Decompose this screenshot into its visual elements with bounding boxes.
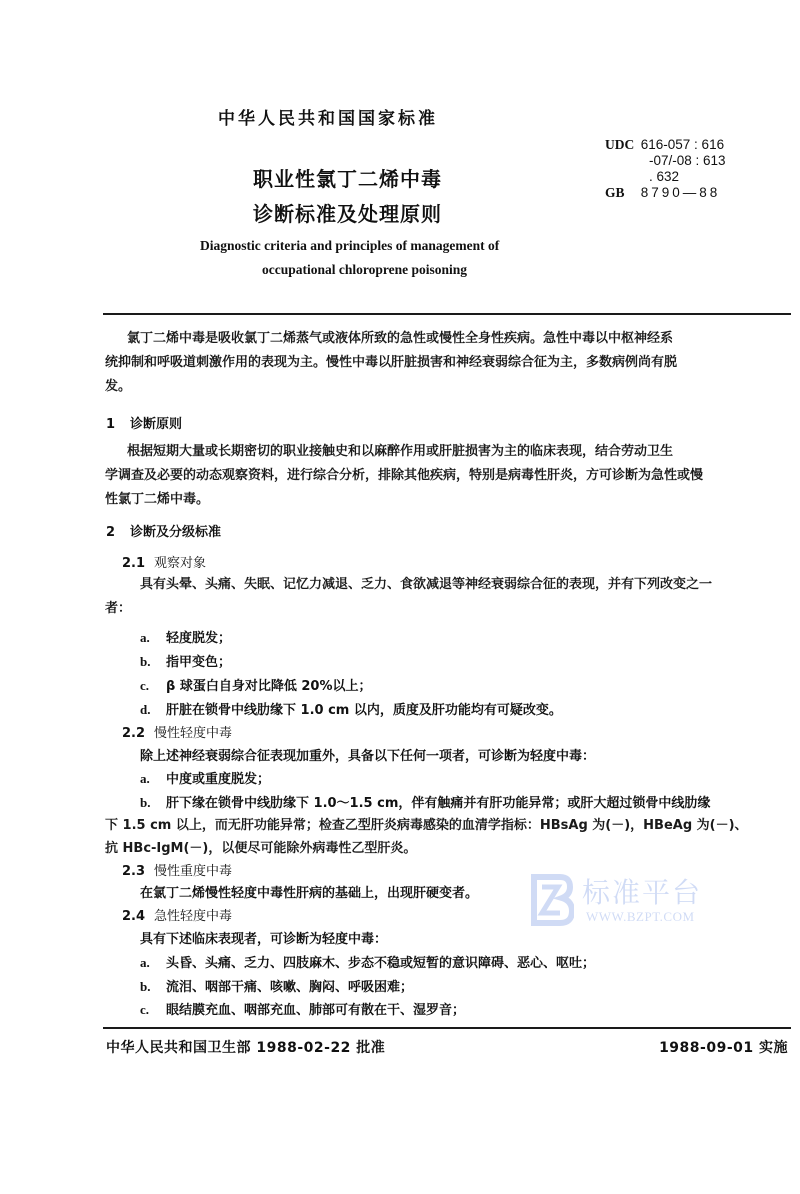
standard-type-heading: 中华人民共和国国家标准 [218, 109, 438, 129]
item-text: 中度或重度脱发； [166, 772, 271, 787]
intro-line: 统抑制和呼吸道刺激作用的表现为主。慢性中毒以肝脏损害和神经衰弱综合征为主，多数病例尚有脱 [105, 355, 678, 370]
subsection-2-4-heading [122, 905, 232, 924]
section-1-heading [106, 413, 182, 432]
paragraph-line: 根据短期大量或长期密切的职业接触史和以麻醉作用或肝脏损害为主的临床表现，结合劳动卫生 [127, 444, 674, 459]
item-text: 眼结膜充血、咽部充血、肺部可有散在干、湿罗音； [166, 1003, 466, 1018]
item-marker: a. [140, 771, 150, 786]
item-text: 头昏、头痛、乏力、四肢麻木、步态不稳或短暂的意识障碍、恶心、呕吐； [166, 956, 596, 971]
list-item-continuation: 下 1.5 cm 以上，而无肝功能异常；检查乙型肝炎病毒感染的血清学指标：HBsAg 为(－)，HBeAg 为(－)、 [105, 818, 748, 833]
item-marker: b. [140, 795, 151, 810]
list-item [140, 792, 710, 811]
subsection-2-3-heading [122, 860, 232, 879]
bz-logo-icon [530, 873, 574, 927]
section-number: 2 [106, 525, 116, 540]
section-2-heading [106, 521, 221, 540]
subsection-title: 急性轻度中毒 [154, 909, 233, 924]
udc-code-line2: -07/-08 : 613 [649, 153, 726, 168]
item-text: 轻度脱发； [166, 631, 232, 646]
watermark [530, 873, 750, 933]
item-marker: a. [140, 630, 150, 645]
item-text: β 球蛋白自身对比降低 20%以上； [166, 679, 372, 694]
approval-statement: 中华人民共和国卫生部 1988-02-22 批准 [106, 1040, 386, 1056]
list-item [140, 675, 371, 694]
subsection-2-4-intro: 具有下述临床表现者，可诊断为轻度中毒： [140, 932, 388, 947]
gb-label: GB [605, 185, 625, 200]
section-title: 诊断及分级标准 [130, 525, 222, 540]
udc-code-line3: . 632 [649, 169, 680, 184]
item-marker: b. [140, 654, 151, 669]
item-text: 指甲变色； [166, 655, 232, 670]
english-title-line2: occupational chloroprene poisoning [262, 262, 468, 277]
intro-line: 发。 [105, 379, 132, 394]
item-marker: b. [140, 979, 151, 994]
subsection-2-3-text: 在氯丁二烯慢性轻度中毒性肝病的基础上，出现肝硬变者。 [140, 886, 479, 901]
document-title-line2: 诊断标准及处理原则 [253, 202, 442, 226]
intro-line: 氯丁二烯中毒是吸收氯丁二烯蒸气或液体所致的急性或慢性全身性疾病。急性中毒以中枢神经系 [127, 331, 674, 346]
effective-date: 1988-09-01 实施 [659, 1040, 788, 1056]
list-item [140, 699, 562, 718]
english-title-line1: Diagnostic criteria and principles of management of [200, 238, 500, 253]
watermark-url: WWW.BZPT.COM [586, 909, 695, 924]
list-item [140, 952, 595, 971]
list-item [140, 768, 270, 787]
document-title-line1: 职业性氯丁二烯中毒 [253, 167, 442, 191]
classification-block [605, 137, 726, 201]
subsection-title: 观察对象 [154, 556, 207, 571]
subsection-2-2-intro: 除上述神经衰弱综合征表现加重外，具备以下任何一项者，可诊断为轻度中毒： [140, 749, 596, 764]
item-text: 肝下缘在锁骨中线肋缘下 1.0～1.5 cm，伴有触痛并有肝功能异常；或肝大超过锁骨中线肋缘 [166, 796, 711, 811]
paragraph-line: 者： [105, 601, 132, 616]
item-text: 肝脏在锁骨中线肋缘下 1.0 cm 以内，质度及肝功能均有可疑改变。 [166, 703, 562, 718]
item-marker: d. [140, 702, 151, 717]
list-item [140, 976, 413, 995]
subsection-title: 慢性重度中毒 [154, 864, 233, 879]
list-item-continuation: 抗 HBc-IgM(－)，以便尽可能除外病毒性乙型肝炎。 [105, 841, 417, 856]
item-text: 流泪、咽部干痛、咳嗽、胸闷、呼吸困难； [166, 980, 414, 995]
list-item [140, 651, 231, 670]
subsection-2-1-heading [122, 552, 206, 571]
list-item [140, 999, 465, 1018]
subsection-number: 2.2 [122, 726, 146, 741]
footer-divider [103, 1027, 791, 1029]
subsection-number: 2.4 [122, 909, 146, 924]
paragraph-line: 性氯丁二烯中毒。 [105, 492, 210, 507]
list-item [140, 627, 231, 646]
gb-number: 8790—88 [640, 185, 721, 200]
watermark-text: 标准平台 [582, 876, 703, 909]
item-marker: a. [140, 955, 150, 970]
section-number: 1 [106, 417, 116, 432]
subsection-2-2-heading [122, 722, 232, 741]
header-divider [103, 313, 791, 315]
paragraph-line: 具有头晕、头痛、失眠、记忆力减退、乏力、食欲减退等神经衰弱综合征的表现，并有下列改变之一 [140, 577, 713, 592]
subsection-2-1-text [105, 573, 790, 621]
paragraph-line: 学调查及必要的动态观察资料，进行综合分析，排除其他疾病，特别是病毒性肝炎，方可诊断为急性或慢 [105, 468, 704, 483]
udc-code-line1: 616-057 : 616 [640, 137, 725, 152]
intro-paragraph [105, 327, 790, 399]
subsection-number: 2.3 [122, 864, 146, 879]
subsection-number: 2.1 [122, 556, 146, 571]
section-1-paragraph [105, 440, 790, 512]
item-marker: c. [140, 678, 150, 693]
udc-label: UDC [605, 137, 635, 152]
item-marker: c. [140, 1002, 150, 1017]
subsection-title: 慢性轻度中毒 [154, 726, 233, 741]
section-title: 诊断原则 [130, 417, 183, 432]
